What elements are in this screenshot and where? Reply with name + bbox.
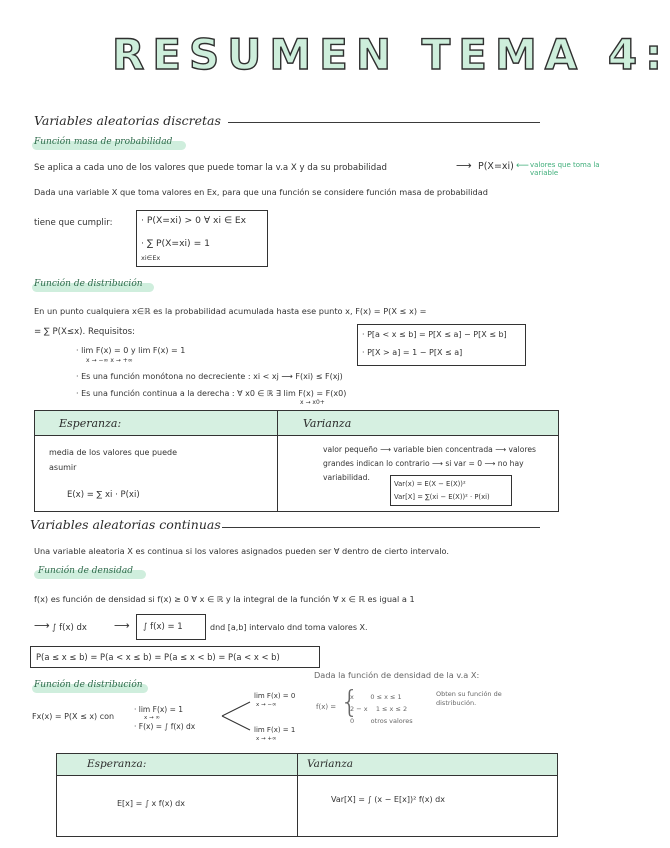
density-line1: f(x) es función de densidad si f(x) ≥ 0 ∀ x ∈ ℝ y la integral de la función ∀ x ∈ ℝ es igual a 1 — [34, 594, 415, 604]
pmf-line2: Dada una variable X que toma valores en Ex, para que una función se considere función masa de probabilidad — [34, 187, 488, 197]
branch-lim-neg-inf: lim F(x) = 0 — [254, 692, 296, 700]
subheading-cdf: Función de distribución — [34, 279, 143, 289]
cdf-requirement-1-sub: x → −∞ x → +∞ — [86, 357, 133, 364]
subheading-density: Función de densidad — [38, 566, 134, 576]
continuous-intro: Una variable aleatoria X es continua si los valores asignados pueden ser ∀ dentro de cierto intervalo. — [34, 546, 450, 556]
branch-lim-pos-inf-sub: x → +∞ — [256, 736, 277, 742]
branch-arrows — [220, 696, 254, 736]
section-divider — [228, 122, 540, 123]
density-line2: dnd [a,b] intervalo dnd toma valores X. — [210, 623, 368, 632]
table-header-varianza: Varianza — [307, 758, 354, 770]
cdf-property-2: · P[X > a] = 1 − P[X ≤ a] — [362, 348, 463, 357]
continuous-summary-table — [56, 753, 558, 837]
arrow-icon: ⟶ — [456, 159, 472, 172]
density-equalities-box — [30, 646, 320, 668]
continuous-esperanza-formula: E[x] = ∫ x f(x) dx — [117, 799, 185, 808]
subheading-cdf-continuous: Función de distribución — [34, 680, 143, 690]
piecewise-brace-icon: { — [340, 685, 360, 720]
cdf-properties-box — [357, 324, 526, 366]
pmf-side-note: valores que toma la variable — [530, 161, 600, 177]
arrow-icon: ⟶ — [34, 619, 50, 632]
pmf-condition-1: · P(X=xi) > 0 ∀ xi ∈ Ex — [141, 215, 247, 226]
piecewise-label: f(x) = — [316, 703, 337, 711]
piecewise-row-1: x 0 ≤ x ≤ 1 — [350, 693, 402, 701]
pmf-condition-2: · ∑ P(X=xi) = 1 — [141, 238, 211, 249]
subheading-pmf: Función masa de probabilidad — [34, 137, 173, 147]
table-column-divider — [277, 411, 278, 511]
density-example-note: Obten su función de distribución. — [436, 690, 502, 707]
varianza-text-1: valor pequeño ⟶ variable bien concentrada ⟶ valores — [323, 445, 537, 454]
pmf-arrow-target: P(X=xi) — [478, 161, 514, 172]
esperanza-text-2: asumir — [49, 463, 77, 472]
varianza-formula-box — [390, 475, 512, 506]
density-example-intro: Dada la función de densidad de la v.a X: — [314, 670, 480, 680]
density-equalities: P(a ≤ x ≤ b) = P(a < x ≤ b) = P(a ≤ x < b) = P(a < x < b) — [36, 652, 280, 662]
density-integral-box — [136, 614, 206, 640]
piecewise-row-2: 2 − x 1 ≤ x ≤ 2 — [350, 705, 408, 713]
cdf-requirement-1: · lim F(x) = 0 y lim F(x) = 1 — [76, 346, 186, 355]
varianza-text-3: variabilidad. — [323, 473, 370, 482]
discrete-summary-table — [34, 410, 559, 512]
table-header-esperanza: Esperanza: — [59, 417, 122, 430]
arrow-icon: ⟵ — [516, 161, 529, 171]
pmf-condition-2-sub: xi∈Ex — [141, 254, 161, 262]
density-integral: ∫ f(x) dx — [52, 623, 87, 633]
section-heading-continuous: Variables aleatorias continuas — [30, 517, 221, 532]
cdf-line1: En un punto cualquiera x∈ℝ es la probabilidad acumulada hasta ese punto x, F(x) = P(X ≤ x) = — [34, 306, 427, 316]
continuous-varianza-formula: Var[X] = ∫ (x − E[x])² f(x) dx — [331, 795, 445, 804]
continuous-cdf-lim2: · F(x) = ∫ f(x) dx — [134, 722, 196, 731]
varianza-formula-2: Var[X] = ∑(xi − E(X))² · P(xi) — [394, 493, 490, 501]
pmf-line3: tiene que cumplir: — [34, 218, 113, 228]
varianza-text-2: grandes indican lo contrario ⟶ si var = 0 ⟶ no hay — [323, 459, 524, 468]
esperanza-text-1: media de los valores que puede — [49, 448, 178, 457]
section-divider — [222, 527, 540, 528]
branch-lim-neg-inf-sub: x → −∞ — [256, 702, 277, 708]
pmf-line1: Se aplica a cada uno de los valores que puede tomar la v.a X y da su probabilidad — [34, 163, 387, 173]
branch-lim-pos-inf: lim F(x) = 1 — [254, 726, 296, 734]
esperanza-formula: E(x) = ∑ xi · P(xi) — [67, 490, 140, 500]
cdf-requirement-3: · Es una función continua a la derecha : ∀ x0 ∈ ℝ ∃ lim F(x) = F(x0) — [76, 389, 347, 398]
arrow-icon: ⟶ — [114, 619, 130, 632]
varianza-formula-1: Var(x) = E(X − E(X))² — [394, 480, 466, 488]
continuous-cdf-lim1: · lim F(x) = 1 — [134, 705, 184, 714]
section-heading-discrete: Variables aleatorias discretas — [34, 113, 221, 128]
continuous-cdf-lim1-sub: x → ∞ — [144, 715, 160, 721]
table-header-varianza: Varianza — [303, 417, 352, 430]
cdf-property-1: · P[a < x ≤ b] = P[X ≤ a] − P[X ≤ b] — [362, 330, 507, 339]
cdf-requirement-3-sub: x → x0+ — [300, 399, 325, 406]
continuous-cdf-formula: Fx(x) = P(X ≤ x) con — [32, 712, 115, 721]
page-title: RESUMEN TEMA 4: — [112, 30, 670, 79]
table-column-divider — [297, 754, 298, 836]
cdf-requirement-2: · Es una función monótona no decreciente : xi < xj ⟶ F(xi) ≤ F(xj) — [76, 372, 343, 381]
cdf-line2: = ∑ P(X≤x). Requisitos: — [34, 327, 136, 337]
table-header-esperanza: Esperanza: — [87, 758, 147, 770]
density-integral-equals-one: ∫ f(x) = 1 — [143, 622, 183, 632]
pmf-conditions-box — [136, 210, 268, 267]
piecewise-row-3: 0 otros valores — [350, 717, 413, 725]
